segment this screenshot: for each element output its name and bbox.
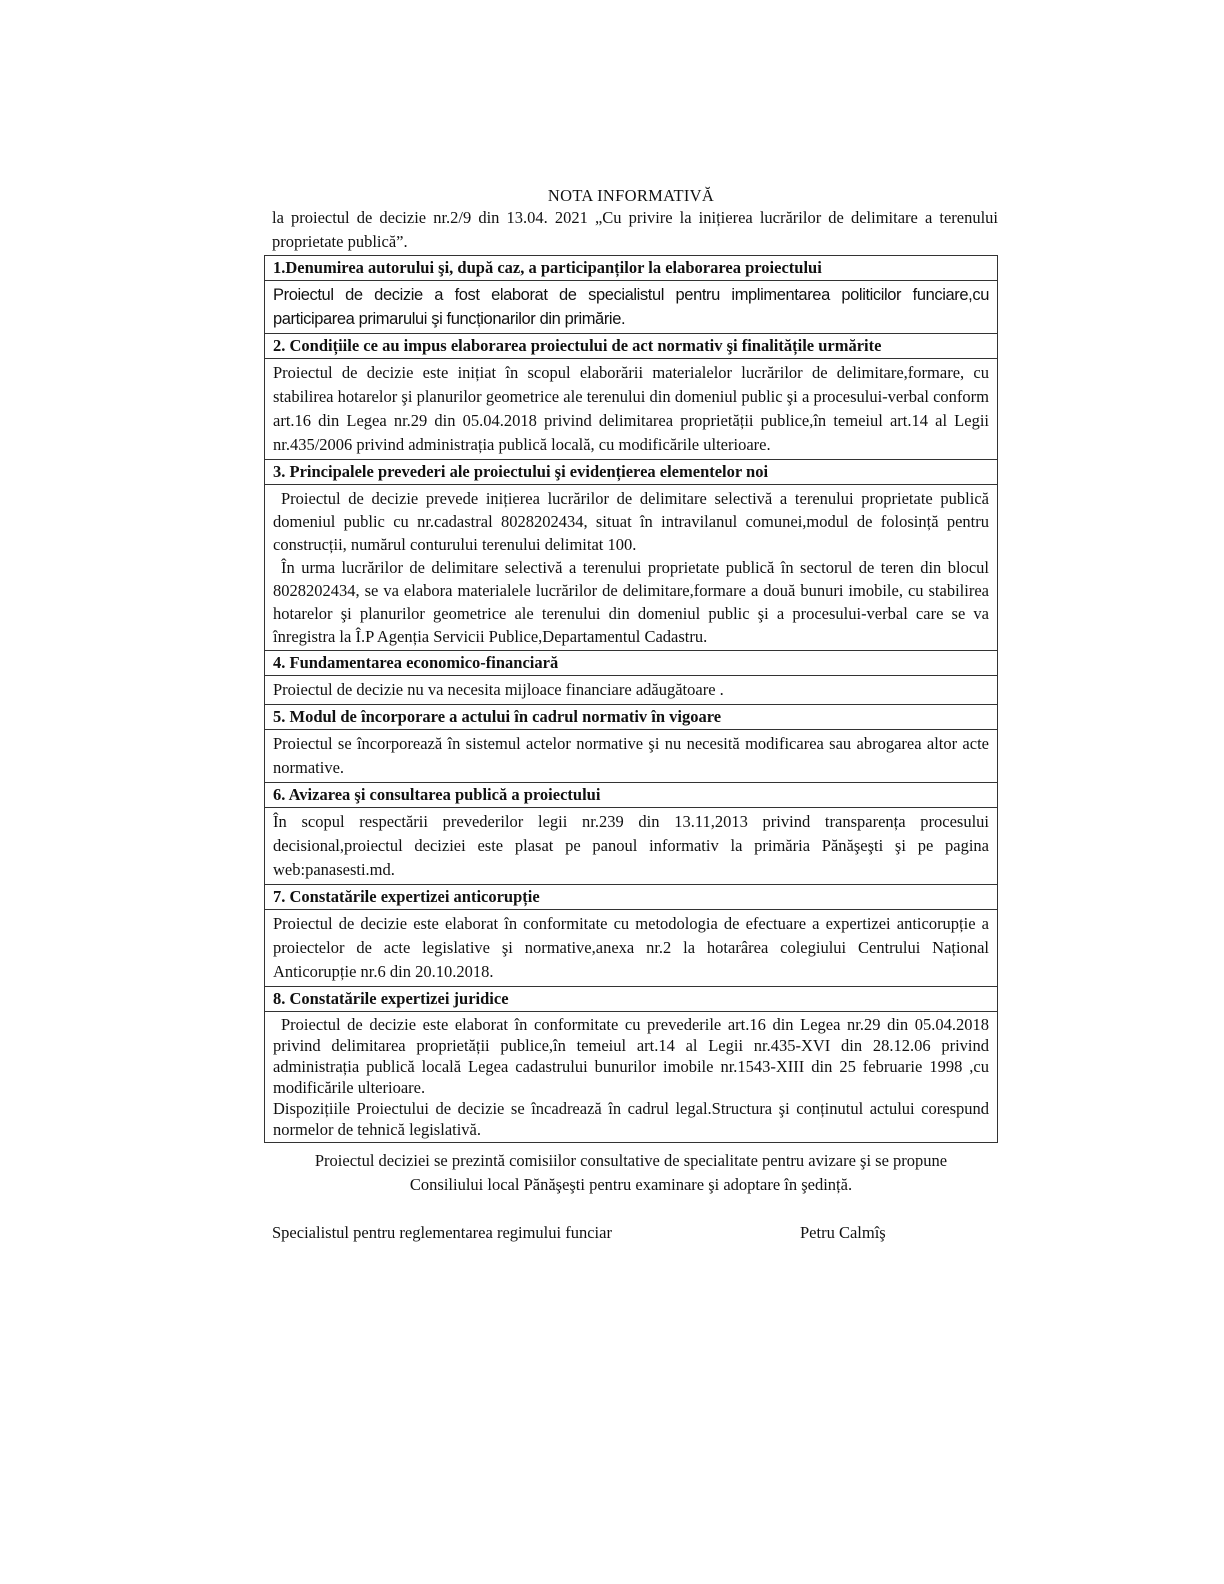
section-heading: 6. Avizarea şi consultarea publică a proiectului [265, 783, 998, 808]
signatory-name: Petru Calmîş [800, 1223, 886, 1242]
sections-table [264, 255, 998, 1143]
section-3-heading-row [265, 460, 998, 485]
section-paragraph: Dispozițiile Proiectului de decizie se încadrează în cadrul legal.Structura şi conținutul actului corespund normelor de tehnică legislativă. [273, 1099, 989, 1139]
section-body [265, 676, 998, 705]
section-7-heading-row [265, 885, 998, 910]
document-title: NOTA INFORMATIVĂ [547, 186, 715, 205]
closing-statement [264, 1149, 998, 1197]
section-5-body-row [265, 730, 998, 783]
section-5-heading-row [265, 705, 998, 730]
section-paragraph: Proiectul se încorporează în sistemul actelor normative şi nu necesită modificarea sau abrogarea altor acte normative. [273, 734, 989, 777]
section-heading: 3. Principalele prevederi ale proiectului şi evidențierea elementelor noi [265, 460, 998, 485]
section-body [265, 910, 998, 987]
section-8-heading-row [265, 987, 998, 1012]
document-page [264, 186, 998, 1245]
section-heading: 8. Constatările expertizei juridice [265, 987, 998, 1012]
section-1-heading-row [265, 256, 998, 281]
section-heading: 4. Fundamentarea economico-financiară [265, 651, 998, 676]
document-subtitle: la proiectul de decizie nr.2/9 din 13.04. 2021 „Cu privire la inițierea lucrărilor de delimitare a terenului proprietate publică”. [272, 208, 998, 251]
section-heading: 5. Modul de încorporare a actului în cadrul normativ în vigoare [265, 705, 998, 730]
section-2-body-row [265, 359, 998, 460]
section-heading: 1.Denumirea autorului şi, după caz, a participanților la elaborarea proiectului [265, 256, 998, 281]
section-body [265, 359, 998, 460]
section-body [265, 730, 998, 783]
section-paragraph: Proiectul de decizie nu va necesita mijloace financiare adăugătoare . [273, 680, 724, 699]
section-4-heading-row [265, 651, 998, 676]
closing-line: Proiectul deciziei se prezintă comisiilor consultative de specialitate pentru avizare şi se propune [314, 1151, 948, 1170]
closing-line: Consiliului local Pănăşeşti pentru examinare şi adoptare în şedință. [409, 1175, 853, 1194]
signature-block [264, 1221, 998, 1245]
section-3-body-row [265, 485, 998, 651]
section-1-body-row [265, 281, 998, 334]
section-body [265, 485, 998, 651]
section-paragraph: În scopul respectării prevederilor legii nr.239 din 13.11,2013 privind transparența procesului decisional,proiectul deciziei este plasat pe panoul informativ la primăria Pănăşeşti şi pe pagina web:panasesti.md. [273, 812, 989, 879]
signatory-role: Specialistul pentru reglementarea regimului funciar [272, 1223, 612, 1242]
section-2-heading-row [265, 334, 998, 359]
section-paragraph: Proiectul de decizie este elaborat în conformitate cu prevederile art.16 din Legea nr.29 din 05.04.2018 privind delimitarea proprietății publice,în temeiul art.14 al Legii nr.435-XVI din 28.12.06 privind administrația publică locală Legea cadastrului bunurilor imobile nr.1543-XIII din 25 februarie 1998 ,cu modificările ulterioare. [273, 1015, 989, 1097]
section-6-heading-row [265, 783, 998, 808]
section-4-body-row [265, 676, 998, 705]
section-8-body-row [265, 1012, 998, 1143]
section-paragraph: Proiectul de decizie este elaborat în conformitate cu metodologia de efectuare a expertizei anticorupție a proiectelor de acte legislative şi normative,anexa nr.2 la hotarârea colegiului Centrului Național Anticorupție nr.6 din 20.10.2018. [273, 914, 989, 981]
section-7-body-row [265, 910, 998, 987]
section-6-body-row [265, 808, 998, 885]
section-body [265, 281, 998, 334]
section-paragraph: Proiectul de decizie prevede inițierea lucrărilor de delimitare selectivă a terenului proprietate publică domeniul public cu nr.cadastral 8028202434, situat în intravilanul comunei,modul de folosință pentru construcții, numărul conturului terenului delimitat 100. [273, 489, 989, 554]
section-paragraph: Proiectul de decizie a fost elaborat de specialistul pentru implimentarea politicilor funciare,cu participarea primarului şi funcționarilor din primărie. [273, 286, 989, 328]
section-body [265, 808, 998, 885]
section-heading: 7. Constatările expertizei anticorupție [265, 885, 998, 910]
section-body [265, 1012, 998, 1143]
section-paragraph: Proiectul de decizie este inițiat în scopul elaborării materialelor lucrărilor de delimitare,formare, cu stabilirea hotarelor şi planurilor geometrice ale terenului din domeniul public şi a procesului-verbal conform art.16 din Legea nr.29 din 05.04.2018 privind delimitarea proprietății publice,în temeiul art.14 al Legii nr.435/2006 privind administrația publică locală, cu modificările ulterioare. [273, 363, 989, 454]
section-heading: 2. Condițiile ce au impus elaborarea proiectului de act normativ şi finalitățile urmărite [265, 334, 998, 359]
section-paragraph: În urma lucrărilor de delimitare selectivă a terenului proprietate publică în sectorul de teren din blocul 8028202434, se va elabora materialele lucrărilor de delimitare,formare a două bunuri imobile, cu stabilirea hotarelor şi planurilor geometrice ale terenului din domeniul public şi a procesului-verbal care se va înregistra la Î.P Agenția Servicii Publice,Departamentul Cadastru. [273, 558, 989, 646]
